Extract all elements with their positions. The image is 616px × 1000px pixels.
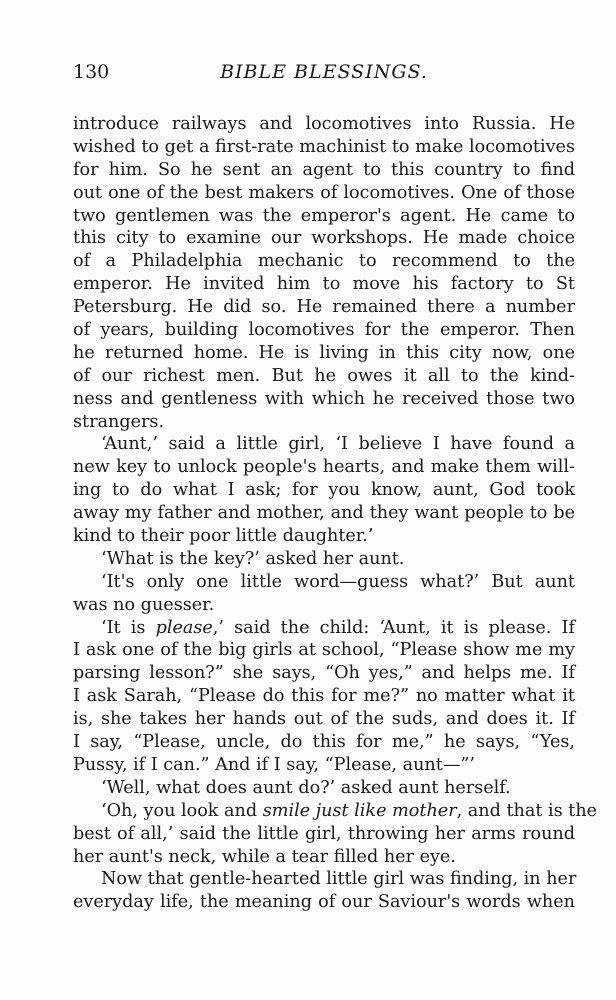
text-line: he returned home. He is living in this city now, one: [73, 342, 575, 363]
text-line: ‘What is the key?’ asked her aunt.: [101, 548, 405, 569]
text-line: is, she takes her hands out of the suds, and does it. If: [73, 709, 575, 730]
page-header: [73, 61, 575, 89]
text-line: ‘Oh, you look and smile just like mother, and that is the: [101, 800, 598, 821]
text-line: of a Philadelphia mechanic to recommend to the: [73, 251, 575, 272]
text-line: Now that gentle-hearted little girl was finding, in her: [101, 869, 577, 890]
text-line: ‘It's only one little word—guess what?’ But aunt: [101, 571, 575, 592]
text-line: Pussy, if I can.” And if I say, “Please, aunt—”’: [73, 754, 476, 775]
page-number: 130: [73, 61, 110, 83]
text-line: Petersburg. He did so. He remained there a number: [73, 297, 575, 318]
text-line: of our richest men. But he owes it all to the kind-: [73, 365, 575, 386]
text-line: ing to do what I ask; for you know, aunt, God took: [73, 480, 575, 501]
text-line: wished to get a first-rate machinist to make locomotives: [73, 136, 575, 157]
text-line: ‘Aunt,’ said a little girl, ‘I believe I have found a: [101, 434, 575, 455]
text-line: was no guesser.: [73, 594, 215, 615]
text-line: out one of the best makers of locomotives. One of those: [73, 182, 575, 203]
text-line: for him. So he sent an agent to this country to find: [73, 159, 575, 180]
text-line: ‘Well, what does aunt do?’ asked aunt herself.: [101, 777, 511, 798]
running-title: BIBLE BLESSINGS.: [220, 61, 428, 83]
text-line: everyday life, the meaning of our Saviour's words when: [73, 892, 575, 913]
text-line: introduce railways and locomotives into Russia. He: [73, 114, 575, 134]
text-line: I ask one of the big girls at school, “Please show me my: [73, 640, 575, 661]
text-line: new key to unlock people's hearts, and make them will-: [73, 457, 575, 478]
text-line: two gentlemen was the emperor's agent. He came to: [73, 205, 575, 226]
text-line: I say, “Please, uncle, do this for me,” he says, “Yes,: [73, 732, 575, 753]
text-line: kind to their poor little daughter.’: [73, 526, 374, 547]
text-line: parsing lesson?” she says, “Oh yes,” and helps me. If: [73, 663, 575, 684]
text-line: I ask Sarah, “Please do this for me?” no matter what it: [73, 686, 575, 707]
text-line: of years, building locomotives for the emperor. Then: [73, 320, 575, 341]
text-line: strangers.: [73, 411, 165, 432]
text-line: her aunt's neck, while a tear filled her eye.: [73, 846, 456, 867]
text-line: best of all,’ said the little girl, throwing her arms round: [73, 823, 575, 844]
text-line: ness and gentleness with which he received those two: [73, 388, 575, 409]
text-line: away my father and mother, and they want people to be: [73, 503, 575, 524]
text-line: ‘It is please,’ said the child: ‘Aunt, it is please. If: [101, 617, 575, 638]
body-text: [73, 113, 598, 914]
text-line: emperor. He invited him to move his factory to St: [73, 274, 575, 295]
text-line: this city to examine our workshops. He made choice: [73, 228, 575, 249]
